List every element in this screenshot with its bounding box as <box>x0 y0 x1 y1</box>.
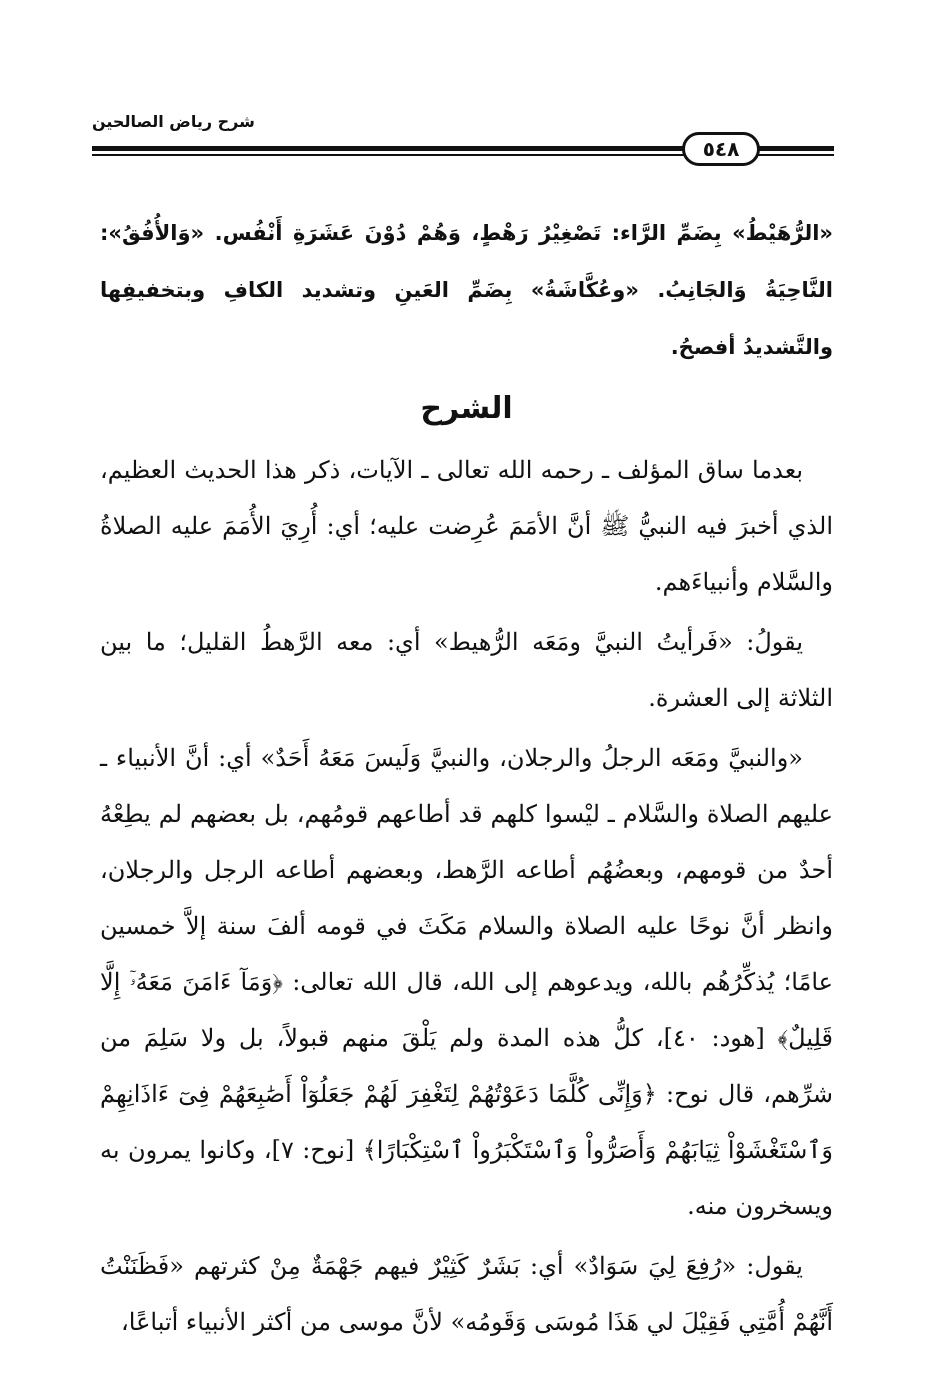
page-number: ٥٤٨ <box>682 132 760 166</box>
commentary-paragraph-2: يقولُ: «فَرأيتُ النبيَّ ومَعَه الرُّهيط» أي: معه الرَّهطُ القليل؛ ما بين الثلاثة إلى العشرة. <box>100 628 833 712</box>
page-header <box>92 112 834 172</box>
glossary-paragraph: «الرُّهَيْطُ» بِضَمِّ الرَّاء: تَصْغِيْرُ رَهْطٍ، وَهُمْ دُوْنَ عَشَرَةِ أَنْفُس. «وَالأُفُقُ»: النَّاحِيَةُ وَالجَانِبُ. «وعُكَّاشَةُ» بِضَمِّ العَينِ وتشديد الكافِ وبتخفيفِها والتَّشديدُ أفصحُ. <box>100 221 833 359</box>
commentary-paragraph-1: بعدما ساق المؤلف ـ رحمه الله تعالى ـ الآيات، ذكر هذا الحديث العظيم، الذي أخبرَ فيه النبيُّ ﷺ أنَّ الأمَمَ عُرِضت عليه؛ أي: أُرِيَ الأُمَمَ عليه الصلاةُ والسَّلام وأنبياءَهم. <box>100 456 833 596</box>
commentary-paragraph-4: يقول: «رُفِعَ لِيَ سَوَادٌ» أي: بَشَرٌ كَثِيْرٌ فيهم جَهْمَةٌ مِنْ كثرتهم «فَظَنَنْتُ أَنَّهُمْ أُمَّتِي فَقِيْلَ لي هَذَا مُوسَى وَقَومُه» لأنَّ موسى من أكثر الأنبياء أتباعًا، <box>100 1252 833 1336</box>
section-heading: الشرح <box>420 391 513 426</box>
commentary-paragraph-3: «والنبيَّ ومَعَه الرجلُ والرجلان، والنبيَّ وَلَيسَ مَعَهُ أَحَدٌ» أي: أنَّ الأنبياء ـ عليهم الصلاة والسَّلام ـ ليْسوا كلهم قد أطاعهم قومُهم، بل بعضهم لم يطِعْهُ أحدٌ من قومهم، وبعضُهُم أطاعه الرَّهط، وبعضهم أطاعه الرجل والرجلان، وانظر أنَّ نوحًا عليه الصلاة والسلام مَكَثَ في قومه ألفَ سنة إلاَّ خمسين عامًا؛ يُذكِّرُهُم بالله، ويدعوهم إلى الله، قال الله تعالى: ﴿وَمَآ ءَامَنَ مَعَهُۥٓ إِلَّا قَلِيلٌ﴾ [هود: ٤٠]، كلُّ هذه المدة ولم يَلْقَ منهم قبولاً، بل ولا سَلِمَ من شرِّهم، قال نوح: ﴿وَإِنِّى كُلَّمَا دَعَوْتُهُمْ لِتَغْفِرَ لَهُمْ جَعَلُوٓاْ أَصَٰبِعَهُمْ فِىٓ ءَاذَانِهِمْ وَٱسْتَغْشَوْاْ ثِيَابَهُمْ وَأَصَرُّواْ وَٱسْتَكْبَرُواْ ٱسْتِكْبَارًا﴾ [نوح: ٧]، وكانوا يمرون به ويسخرون منه. <box>100 744 833 1220</box>
running-title: شرح رياض الصالحين <box>92 112 255 131</box>
page-content <box>100 205 833 1350</box>
